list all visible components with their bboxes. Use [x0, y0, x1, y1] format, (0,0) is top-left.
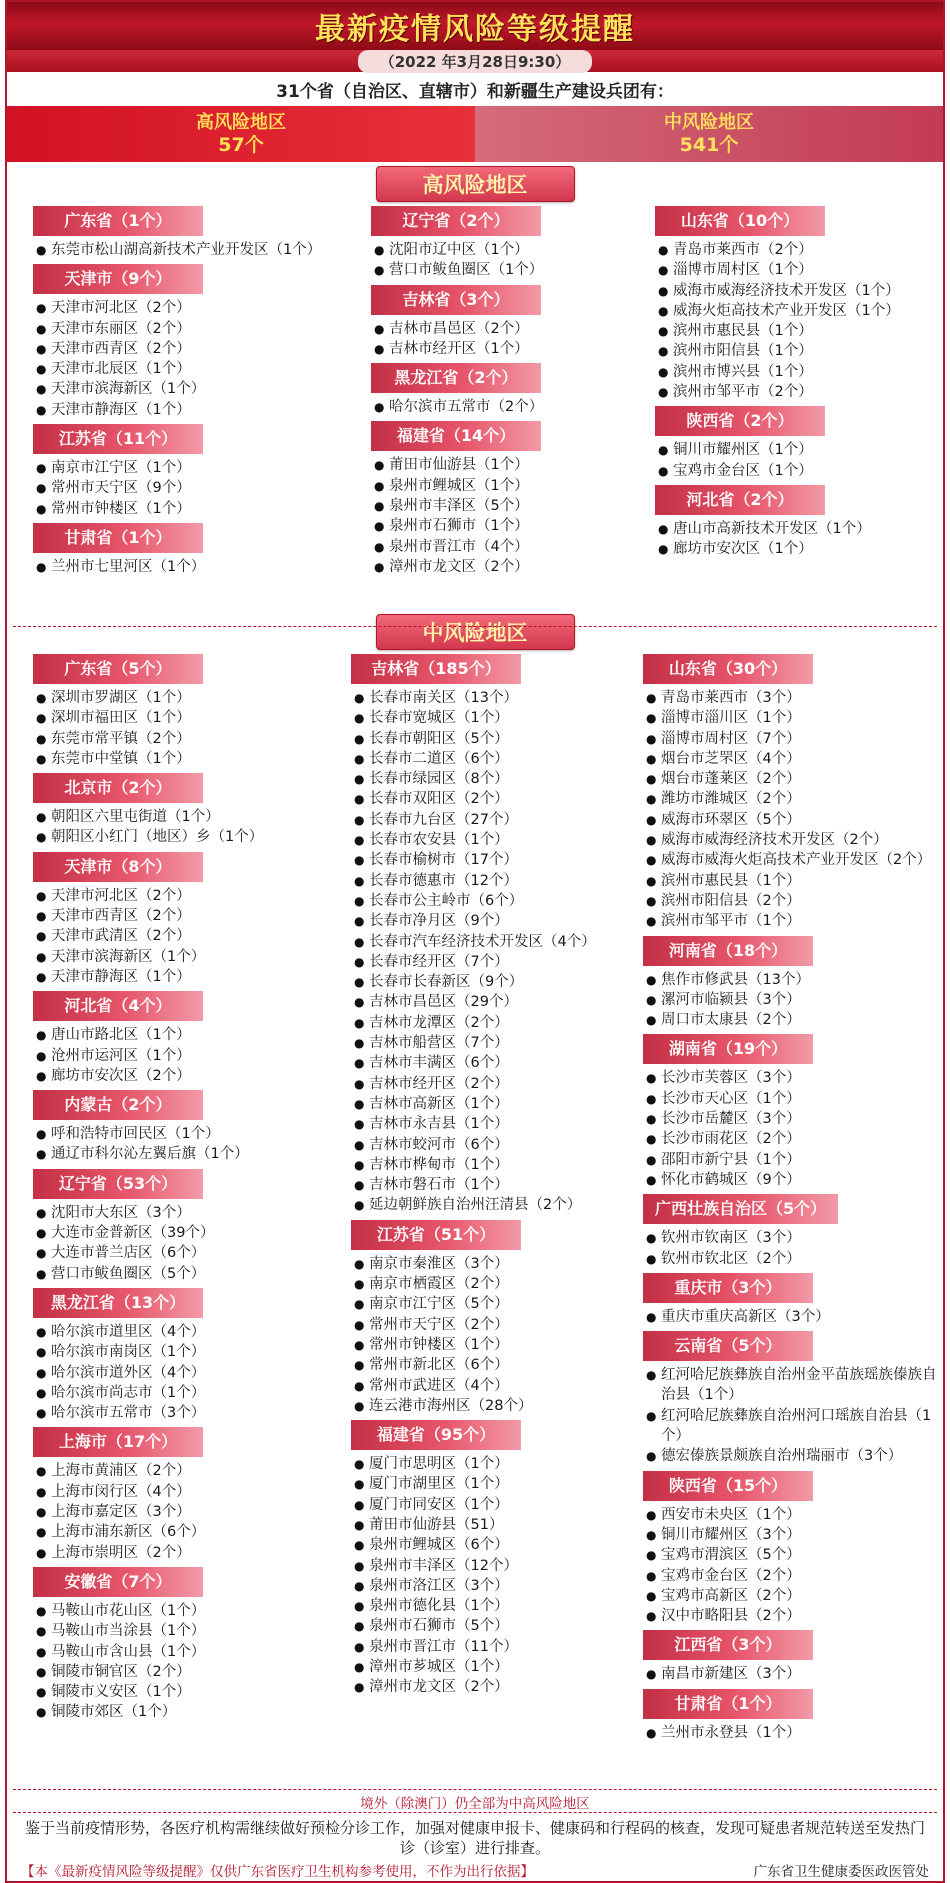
province-block — [643, 1030, 939, 1190]
district-item: ● 长春市南关区（13个） — [351, 688, 651, 708]
district-item: ● 东莞市常平镇（2个） — [33, 729, 333, 749]
district-item: ● 哈尔滨市道外区（4个） — [33, 1363, 333, 1383]
mid-section-title: 中风险地区 — [376, 614, 575, 650]
province-header: 天津市（8个） — [33, 852, 203, 882]
district-list — [33, 298, 303, 420]
province-header: 安徽省（7个） — [33, 1567, 203, 1597]
province-block — [351, 1216, 651, 1416]
province-header: 吉林省（185个） — [351, 654, 521, 684]
district-item: ● 长春市双阳区（2个） — [351, 789, 651, 809]
district-item: ● 长沙市芙蓉区（3个） — [643, 1068, 939, 1088]
district-item: ● 漳州市龙文区（2个） — [371, 557, 641, 577]
district-item: ● 淄博市淄川区（1个） — [643, 708, 939, 728]
province-block — [655, 202, 945, 402]
province-header: 广西壮族自治区（5个） — [643, 1194, 838, 1224]
district-item: ● 长春市九台区（27个） — [351, 810, 651, 830]
district-item: ● 长春市汽车经济技术开发区（4个） — [351, 932, 651, 952]
district-item: ● 大连市普兰店区（6个） — [33, 1243, 333, 1263]
district-item: ● 厦门市湖里区（1个） — [351, 1474, 651, 1494]
district-item: ● 上海市黄浦区（2个） — [33, 1461, 333, 1481]
district-item: ● 常州市钟楼区（1个） — [33, 499, 303, 519]
province-block — [33, 420, 303, 519]
district-item: ● 天津市河北区（2个） — [33, 298, 303, 318]
district-item: ● 淄博市周村区（7个） — [643, 729, 939, 749]
district-item: ● 上海市闵行区（4个） — [33, 1482, 333, 1502]
province-header: 重庆市（3个） — [643, 1273, 813, 1303]
province-block — [33, 769, 333, 848]
district-list — [655, 440, 945, 481]
province-block — [643, 1269, 939, 1327]
footer-divider-2 — [13, 1812, 937, 1813]
province-block — [33, 1086, 333, 1165]
mid-risk-summary — [475, 106, 943, 162]
province-block — [33, 1165, 333, 1284]
province-header: 江苏省（51个） — [351, 1220, 521, 1250]
disclaimer-text: 【本《最新疫情风险等级提醒》仅供广东省医疗卫生机构参考使用，不作为出行依据】 — [21, 1864, 534, 1880]
high-section-title: 高风险地区 — [376, 166, 575, 202]
district-item: ● 滨州市惠民县（1个） — [643, 871, 939, 891]
district-item: ● 怀化市鹤城区（9个） — [643, 1170, 939, 1190]
district-item: ● 淄博市周村区（1个） — [655, 260, 945, 280]
province-block — [643, 1685, 939, 1743]
district-item: ● 长春市长春新区（9个） — [351, 972, 651, 992]
province-block — [33, 202, 322, 260]
district-list — [371, 240, 641, 281]
province-header: 上海市（17个） — [33, 1427, 203, 1457]
district-item: ● 东莞市中堂镇（1个） — [33, 749, 333, 769]
district-item: ● 威海市威海火炬高技术产业开发区（2个） — [643, 850, 939, 870]
district-list — [371, 397, 641, 417]
district-list — [33, 886, 333, 987]
district-item: ● 长春市净月区（9个） — [351, 911, 651, 931]
date-label: （2022 年3月28日9:30） — [358, 50, 593, 73]
district-item: ● 通辽市科尔沁左翼后旗（1个） — [33, 1144, 333, 1164]
province-block — [655, 402, 945, 481]
district-item: ● 红河哈尼族彝族自治州金平苗族瑶族傣族自治县（1个） — [643, 1365, 939, 1406]
district-item: ● 漯河市临颍县（3个） — [643, 990, 939, 1010]
district-item: ● 长春市宽城区（1个） — [351, 708, 651, 728]
district-item: ● 泉州市石狮市（1个） — [371, 516, 641, 536]
district-item: ● 唐山市高新技术开发区（1个） — [655, 519, 945, 539]
district-item: ● 长春市农安县（1个） — [351, 830, 651, 850]
province-block — [371, 359, 641, 417]
district-item: ● 泉州市鲤城区（1个） — [371, 476, 641, 496]
district-item: ● 泉州市晋江市（11个） — [351, 1637, 651, 1657]
province-header: 黑龙江省（13个） — [33, 1288, 203, 1318]
district-list — [33, 807, 333, 848]
district-item: ● 长春市公主岭市（6个） — [351, 891, 651, 911]
district-list — [33, 1601, 333, 1723]
district-item: ● 漳州市芗城区（1个） — [351, 1657, 651, 1677]
district-list — [643, 1664, 939, 1684]
province-block — [655, 481, 945, 560]
district-item: ● 天津市西青区（2个） — [33, 339, 303, 359]
district-list — [643, 1723, 939, 1743]
footer-bottom — [21, 1860, 929, 1880]
district-item: ● 吉林市高新区（1个） — [351, 1094, 651, 1114]
district-item: ● 南京市栖霞区（2个） — [351, 1274, 651, 1294]
district-item: ● 东莞市松山湖高新技术产业开发区（1个） — [33, 240, 303, 260]
province-block — [643, 932, 939, 1031]
district-item: ● 青岛市莱西市（2个） — [655, 240, 945, 260]
footer-divider — [13, 1789, 937, 1790]
district-item: ● 天津市滨海新区（1个） — [33, 947, 333, 967]
district-item: ● 廊坊市安次区（2个） — [33, 1066, 333, 1086]
district-item: ● 沈阳市辽中区（1个） — [371, 240, 641, 260]
province-block — [33, 650, 333, 769]
district-item: ● 威海市威海经济技术开发区（2个） — [643, 830, 939, 850]
district-item: ● 汉中市略阳县（2个） — [643, 1606, 939, 1626]
district-item: ● 泉州市石狮市（5个） — [351, 1616, 651, 1636]
province-header: 内蒙古（2个） — [33, 1090, 203, 1120]
district-item: ● 滨州市邹平市（1个） — [643, 911, 939, 931]
district-item: ● 西安市未央区（1个） — [643, 1505, 939, 1525]
province-block — [33, 1423, 333, 1562]
organization-name: 广东省卫生健康委医政医管处 — [753, 1864, 929, 1880]
district-item: ● 吉林市蛟河市（6个） — [351, 1135, 651, 1155]
district-item: ● 铜陵市义安区（1个） — [33, 1682, 333, 1702]
district-item: ● 重庆市重庆高新区（3个） — [643, 1307, 939, 1327]
district-item: ● 长春市朝阳区（5个） — [351, 729, 651, 749]
district-item: ● 钦州市钦南区（3个） — [643, 1228, 939, 1248]
district-list — [643, 1068, 939, 1190]
district-item: ● 廊坊市安次区（1个） — [655, 539, 945, 559]
mid-column-3 — [643, 650, 939, 1743]
province-header: 广东省（5个） — [33, 654, 203, 684]
province-header: 黑龙江省（2个） — [371, 363, 541, 393]
district-item: ● 南京市江宁区（1个） — [33, 458, 303, 478]
district-item: ● 常州市武进区（4个） — [351, 1376, 651, 1396]
district-item: ● 漳州市龙文区（2个） — [351, 1677, 651, 1697]
district-list — [643, 1307, 939, 1327]
district-item: ● 兰州市七里河区（1个） — [33, 557, 303, 577]
district-list — [33, 1322, 333, 1423]
province-header: 天津市（9个） — [33, 264, 203, 294]
district-item: ● 长春市绿园区（8个） — [351, 769, 651, 789]
district-item: ● 天津市北辰区（1个） — [33, 359, 303, 379]
province-block — [371, 417, 641, 577]
district-list — [33, 1203, 333, 1284]
section-divider — [13, 626, 937, 627]
district-item: ● 泉州市丰泽区（5个） — [371, 496, 641, 516]
high-risk-count: 57个 — [218, 134, 264, 156]
district-item: ● 滨州市博兴县（1个） — [655, 362, 945, 382]
province-block — [643, 1626, 939, 1684]
province-header: 山东省（10个） — [655, 206, 825, 236]
district-item: ● 铜川市耀州区（1个） — [655, 440, 945, 460]
mid-risk-columns — [7, 650, 943, 1750]
district-item: ● 宝鸡市高新区（2个） — [643, 1586, 939, 1606]
district-item: ● 天津市滨海新区（1个） — [33, 379, 303, 399]
district-item: ● 烟台市芝罘区（4个） — [643, 749, 939, 769]
province-block — [351, 1416, 651, 1698]
district-item: ● 吉林市经开区（1个） — [371, 339, 641, 359]
province-header: 甘肃省（1个） — [33, 523, 203, 553]
province-header: 陕西省（15个） — [643, 1471, 813, 1501]
province-header: 福建省（14个） — [371, 421, 541, 451]
district-item: ● 营口市鲅鱼圈区（5个） — [33, 1264, 333, 1284]
province-header: 陕西省（2个） — [655, 406, 825, 436]
district-item: ● 宝鸡市金台区（1个） — [655, 461, 945, 481]
district-item: ● 天津市河北区（2个） — [33, 886, 333, 906]
province-block — [643, 1190, 939, 1269]
district-item: ● 吉林市永吉县（1个） — [351, 1114, 651, 1134]
notice-text: 鉴于当前疫情形势，各医疗机构需继续做好预检分诊工作，加强对健康申报卡、健康码和行程码的核查，发现可疑患者规范转送至发热门诊（诊室）进行排查。 — [24, 1819, 925, 1857]
province-block — [643, 1467, 939, 1627]
district-item: ● 哈尔滨市五常市（2个） — [371, 397, 641, 417]
district-list — [33, 557, 303, 577]
province-header: 辽宁省（2个） — [371, 206, 541, 236]
high-column-3 — [655, 202, 945, 560]
district-list — [351, 1454, 651, 1698]
district-item: ● 马鞍山市当涂县（1个） — [33, 1621, 333, 1641]
district-item: ● 南昌市新建区（3个） — [643, 1664, 939, 1684]
district-list — [655, 519, 945, 560]
district-item: ● 吉林市经开区（2个） — [351, 1074, 651, 1094]
district-item: ● 上海市嘉定区（3个） — [33, 1502, 333, 1522]
mid-risk-label: 中风险地区 — [664, 112, 754, 133]
district-item: ● 滨州市阳信县（2个） — [643, 891, 939, 911]
district-item: ● 沈阳市大东区（3个） — [33, 1203, 333, 1223]
district-list — [33, 688, 333, 769]
province-block — [33, 987, 333, 1086]
district-item: ● 铜陵市郊区（1个） — [33, 1702, 333, 1722]
district-item: ● 宝鸡市渭滨区（5个） — [643, 1545, 939, 1565]
district-item: ● 上海市浦东新区（6个） — [33, 1522, 333, 1542]
district-item: ● 泉州市德化县（1个） — [351, 1596, 651, 1616]
district-item: ● 潍坊市潍城区（2个） — [643, 789, 939, 809]
district-list — [351, 688, 651, 1216]
district-item: ● 大连市金普新区（39个） — [33, 1223, 333, 1243]
province-block — [33, 1284, 333, 1423]
district-item: ● 滨州市邹平市（2个） — [655, 382, 945, 402]
mid-column-1 — [33, 650, 333, 1723]
district-list — [33, 240, 322, 260]
mid-risk-count: 541个 — [679, 134, 739, 156]
district-item: ● 长春市经开区（7个） — [351, 952, 651, 972]
district-item: ● 滨州市惠民县（1个） — [655, 321, 945, 341]
mid-column-2 — [351, 650, 651, 1698]
province-block — [33, 519, 303, 577]
province-block — [33, 1563, 333, 1723]
high-column-1 — [33, 202, 322, 577]
district-list — [351, 1254, 651, 1416]
mid-section-header — [7, 614, 943, 650]
district-list — [33, 1025, 333, 1086]
overseas-note: 境外（除澳门）仍全部为中高风险地区 — [360, 1796, 590, 1812]
province-header: 河北省（4个） — [33, 991, 203, 1021]
district-item: ● 哈尔滨市道里区（4个） — [33, 1322, 333, 1342]
district-item: ● 马鞍山市含山县（1个） — [33, 1642, 333, 1662]
district-item: ● 南京市江宁区（5个） — [351, 1294, 651, 1314]
district-item: ● 营口市鲅鱼圈区（1个） — [371, 260, 641, 280]
district-item: ● 常州市钟楼区（1个） — [351, 1335, 651, 1355]
district-item: ● 天津市静海区（1个） — [33, 400, 303, 420]
district-list — [643, 1228, 939, 1269]
province-header: 湖南省（19个） — [643, 1034, 813, 1064]
province-header: 江西省（3个） — [643, 1630, 813, 1660]
province-header: 广东省（1个） — [33, 206, 203, 236]
district-item: ● 上海市崇明区（2个） — [33, 1543, 333, 1563]
district-item: ● 哈尔滨市南岗区（1个） — [33, 1342, 333, 1362]
province-header: 吉林省（3个） — [371, 285, 541, 315]
district-item: ● 长春市德惠市（12个） — [351, 871, 651, 891]
district-item: ● 烟台市蓬莱区（2个） — [643, 769, 939, 789]
district-item: ● 常州市天宁区（2个） — [351, 1315, 651, 1335]
district-item: ● 莆田市仙游县（1个） — [371, 455, 641, 475]
high-risk-label: 高风险地区 — [196, 112, 286, 133]
district-item: ● 吉林市丰满区（6个） — [351, 1053, 651, 1073]
province-header: 河北省（2个） — [655, 485, 825, 515]
district-item: ● 长春市二道区（6个） — [351, 749, 651, 769]
district-item: ● 唐山市路北区（1个） — [33, 1025, 333, 1045]
district-item: ● 天津市西青区（2个） — [33, 906, 333, 926]
district-item: ● 厦门市思明区（1个） — [351, 1454, 651, 1474]
date-bar — [7, 50, 943, 72]
district-item: ● 威海市威海经济技术开发区（1个） — [655, 281, 945, 301]
district-list — [655, 240, 945, 402]
province-block — [371, 281, 641, 360]
district-item: ● 哈尔滨市尚志市（1个） — [33, 1383, 333, 1403]
district-item: ● 泉州市鲤城区（6个） — [351, 1535, 651, 1555]
district-item: ● 朝阳区六里屯街道（1个） — [33, 807, 333, 827]
province-block — [643, 1327, 939, 1466]
district-item: ● 红河哈尼族彝族自治州河口瑶族自治县（1个） — [643, 1406, 939, 1447]
province-block — [371, 202, 641, 281]
district-item: ● 铜川市耀州区（3个） — [643, 1525, 939, 1545]
district-item: ● 铜陵市铜官区（2个） — [33, 1662, 333, 1682]
district-item: ● 吉林市桦甸市（1个） — [351, 1155, 651, 1175]
district-item: ● 深圳市罗湖区（1个） — [33, 688, 333, 708]
risk-notice-page — [5, 0, 945, 1883]
district-item: ● 长沙市天心区（1个） — [643, 1089, 939, 1109]
district-item: ● 莆田市仙游县（51） — [351, 1515, 651, 1535]
district-item: ● 吉林市磐石市（1个） — [351, 1175, 651, 1195]
province-header: 福建省（95个） — [351, 1420, 521, 1450]
district-item: ● 连云港市海州区（28个） — [351, 1396, 651, 1416]
district-list — [371, 319, 641, 360]
district-item: ● 天津市东丽区（2个） — [33, 319, 303, 339]
district-item: ● 吉林市船营区（7个） — [351, 1033, 651, 1053]
page-title: 最新疫情风险等级提醒 — [315, 12, 635, 47]
summary-bar — [7, 106, 943, 162]
district-item: ● 常州市天宁区（9个） — [33, 478, 303, 498]
district-item: ● 长春市榆树市（17个） — [351, 850, 651, 870]
district-list — [33, 458, 303, 519]
province-header: 辽宁省（53个） — [33, 1169, 203, 1199]
district-list — [371, 455, 641, 577]
high-column-2 — [371, 202, 641, 577]
district-item: ● 沧州市运河区（1个） — [33, 1046, 333, 1066]
district-item: ● 钦州市钦北区（2个） — [643, 1249, 939, 1269]
district-list — [33, 1124, 333, 1165]
province-header: 山东省（30个） — [643, 654, 813, 684]
province-block — [643, 650, 939, 932]
district-list — [643, 1365, 939, 1466]
district-item: ● 深圳市福田区（1个） — [33, 708, 333, 728]
high-risk-summary — [7, 106, 475, 162]
district-item: ● 邵阳市新宁县（1个） — [643, 1150, 939, 1170]
header-banner — [7, 2, 943, 50]
district-item: ● 泉州市晋江市（4个） — [371, 537, 641, 557]
district-item: ● 长沙市岳麓区（3个） — [643, 1109, 939, 1129]
district-item: ● 南京市秦淮区（3个） — [351, 1254, 651, 1274]
province-block — [33, 260, 303, 420]
district-item: ● 滨州市阳信县（1个） — [655, 341, 945, 361]
district-item: ● 吉林市昌邑区（29个） — [351, 992, 651, 1012]
district-item: ● 威海市环翠区（5个） — [643, 810, 939, 830]
district-item: ● 呼和浩特市回民区（1个） — [33, 1124, 333, 1144]
province-block — [351, 650, 651, 1216]
province-header: 甘肃省（1个） — [643, 1689, 813, 1719]
district-item: ● 泉州市丰泽区（12个） — [351, 1556, 651, 1576]
district-item: ● 天津市静海区（1个） — [33, 967, 333, 987]
district-item: ● 延边朝鲜族自治州汪清县（2个） — [351, 1195, 651, 1215]
district-item: ● 朝阳区小红门（地区）乡（1个） — [33, 827, 333, 847]
high-section-header — [7, 166, 943, 202]
district-list — [643, 970, 939, 1031]
district-item: ● 吉林市昌邑区（2个） — [371, 319, 641, 339]
district-item: ● 周口市太康县（2个） — [643, 1010, 939, 1030]
province-header: 江苏省（11个） — [33, 424, 203, 454]
district-item: ● 吉林市龙潭区（2个） — [351, 1013, 651, 1033]
district-list — [33, 1461, 333, 1562]
district-item: ● 常州市新北区（6个） — [351, 1355, 651, 1375]
district-list — [643, 688, 939, 932]
district-item: ● 马鞍山市花山区（1个） — [33, 1601, 333, 1621]
district-list — [643, 1505, 939, 1627]
high-risk-columns — [7, 202, 943, 606]
district-item: ● 长沙市雨花区（2个） — [643, 1129, 939, 1149]
district-item: ● 威海火炬高技术产业开发区（1个） — [655, 301, 945, 321]
district-item: ● 焦作市修武县（13个） — [643, 970, 939, 990]
district-item: ● 兰州市永登县（1个） — [643, 1723, 939, 1743]
district-item: ● 天津市武清区（2个） — [33, 926, 333, 946]
district-item: ● 哈尔滨市五常市（3个） — [33, 1403, 333, 1423]
subtitle: 31个省（自治区、直辖市）和新疆生产建设兵团有： — [276, 81, 674, 102]
district-item: ● 宝鸡市金台区（2个） — [643, 1566, 939, 1586]
district-item: ● 泉州市洛江区（3个） — [351, 1576, 651, 1596]
district-item: ● 厦门市同安区（1个） — [351, 1495, 651, 1515]
province-block — [33, 848, 333, 987]
province-header: 云南省（5个） — [643, 1331, 813, 1361]
district-item: ● 德宏傣族景颇族自治州瑞丽市（3个） — [643, 1446, 939, 1466]
province-header: 河南省（18个） — [643, 936, 813, 966]
district-item: ● 青岛市莱西市（3个） — [643, 688, 939, 708]
province-header: 北京市（2个） — [33, 773, 203, 803]
